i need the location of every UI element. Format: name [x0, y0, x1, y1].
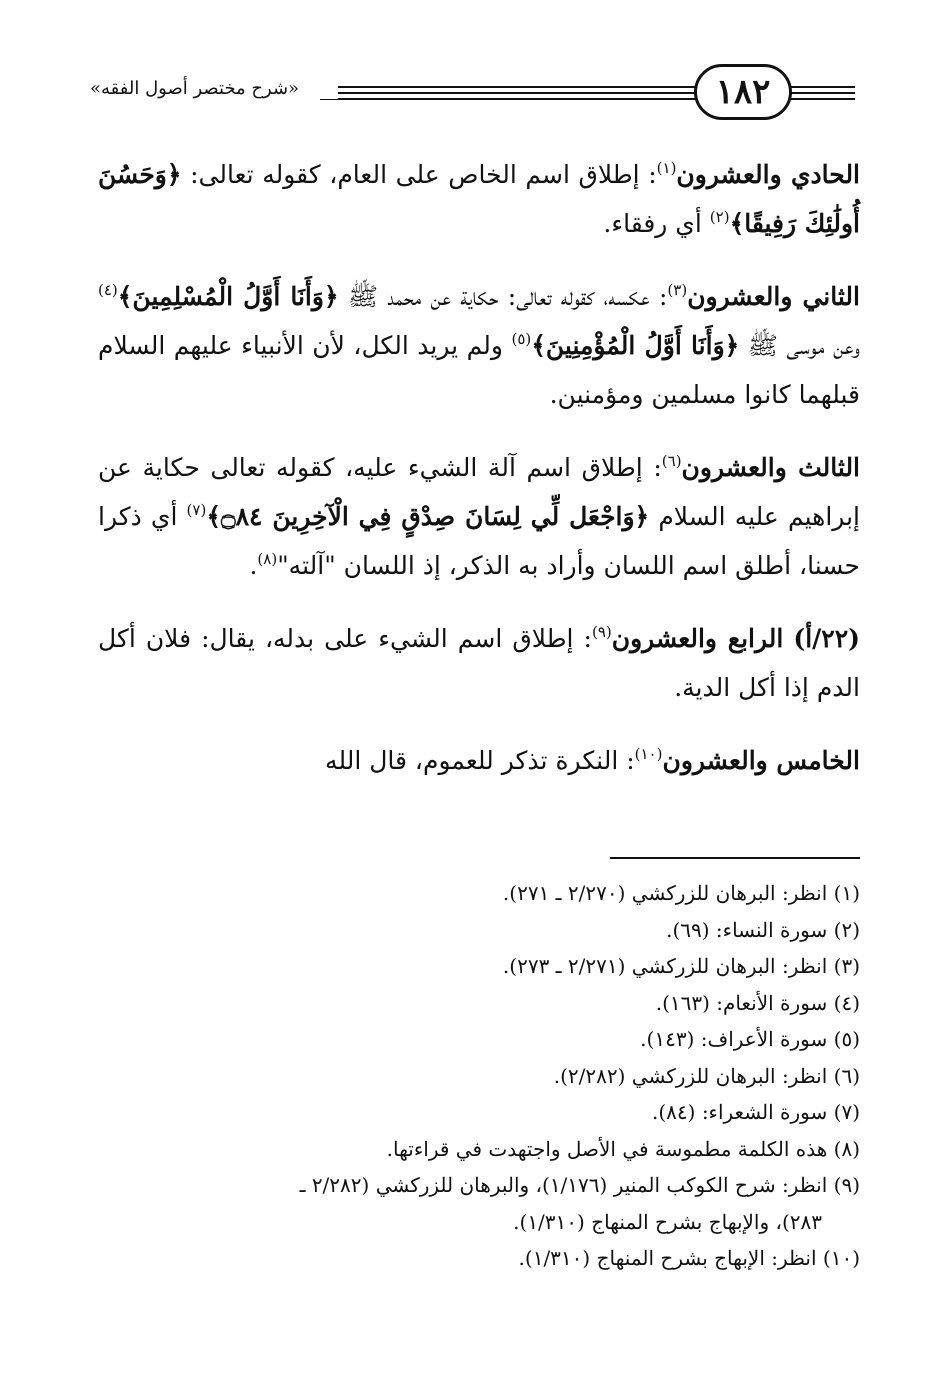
footnotes [98, 875, 860, 1277]
quran-verse: ﴿وَأَنَا أَوَّلُ الْمُؤْمِنِينَ﴾ [531, 331, 740, 360]
paragraph-25 [98, 736, 860, 785]
paragraph-text: : إطلاق اسم الشيء على بدله، يقال: فلان أكل الدم إذا أكل الدية. [98, 624, 860, 702]
paragraph-text: . [249, 551, 258, 580]
footnote-ref: (٨) [257, 550, 278, 568]
section-heading: الثاني والعشرون [687, 282, 860, 311]
footnote-ref: (٩) [591, 623, 612, 641]
footnote: (١) انظر: البرهان للزركشي (٢/٢٧٠ ـ ٢٧١). [502, 881, 860, 905]
footnote: (٩) انظر: شرح الكوكب المنير (١/١٧٦)، والبرهان للزركشي (٢/٢٨٢ ـ [299, 1173, 860, 1197]
quran-verse: ﴿وَحَسُنَ أُولَٰئِكَ رَفِيقًا﴾ [98, 160, 860, 238]
paragraph-23 [98, 443, 860, 590]
page-number: ١٨٢ [694, 64, 792, 120]
paragraph-text: : إطلاق اسم آلة الشيء عليه، كقوله تعالى حكاية عن إبراهيم عليه السلام [98, 453, 860, 531]
footnote-ref: (٢) [709, 208, 730, 226]
main-text [98, 150, 860, 809]
paragraph-text: : إطلاق اسم الخاص على العام، كقوله تعالى: [181, 160, 657, 189]
footnote: (٧) سورة الشعراء: (٨٤). [652, 1100, 860, 1124]
paragraph-text: : النكرة تذكر للعموم، قال الله [325, 746, 635, 775]
footnote-ref: (٦) [661, 452, 682, 470]
paragraph-21 [98, 150, 860, 248]
footnote-separator [610, 857, 860, 859]
paragraph-text: ولم يريد الكل، لأن الأنبياء عليهم السلام قبلهما كانوا مسلمين ومؤمنين. [98, 331, 860, 409]
footnote-ref: (٤) [98, 281, 118, 299]
footnote-ref: (٧) [186, 501, 207, 519]
footnote-continuation: ٢٨٣)، والإبهاج بشرح المنهاج (١/٣١٠). [513, 1209, 822, 1234]
footnote: (٦) انظر: البرهان للزركشي (٢/٢٨٢). [553, 1063, 860, 1088]
quran-verse: ﴿وَأَنَا أَوَّلُ الْمُسْلِمِينَ﴾ [117, 282, 339, 311]
page-header [90, 62, 855, 124]
footnote: (١٠) انظر: الإبهاج بشرح المنهاج (١/٣١٠). [518, 1246, 860, 1270]
footnote-ref: (١٠) [634, 745, 663, 763]
paragraph-text: أي ذكرا حسنا، أطلق اسم اللسان وأراد به الذكر، إذ اللسان "آلته" [98, 502, 860, 580]
paragraph-22 [98, 272, 860, 419]
quran-verse: ﴿وَاجْعَل لِّي لِسَانَ صِدْقٍ فِي الْآخِرِينَ ۝٨٤﴾ [206, 502, 650, 531]
paragraph-text: أي رفقاء. [603, 209, 710, 238]
book-title: «شرح مختصر أصول الفقه» [90, 78, 338, 99]
folio-marker: (٢٢/أ) [793, 624, 860, 653]
footnote-ref: (١) [656, 159, 677, 177]
section-heading: الثالث والعشرون [681, 453, 861, 482]
section-heading: الحادي والعشرون [676, 160, 861, 189]
footnote: (٢) سورة النساء: (٦٩). [666, 917, 860, 942]
paragraph-text: وعن موسى ﷺ [739, 331, 860, 360]
section-heading: الخامس والعشرون [662, 746, 860, 775]
footnote: (٤) سورة الأنعام: (١٦٣). [655, 990, 860, 1015]
section-heading: الرابع والعشرون [611, 624, 784, 653]
footnote: (٣) انظر: البرهان للزركشي (٢/٢٧١ ـ ٢٧٣). [502, 954, 860, 978]
footnote-ref: (٣) [667, 281, 688, 299]
footnote: (٥) سورة الأعراف: (١٤٣). [640, 1027, 860, 1051]
paragraph-24 [98, 614, 860, 712]
paragraph-text: : عكسه، كقوله تعالى: حكاية عن محمد ﷺ [338, 282, 668, 311]
footnote-ref: (٥) [511, 330, 532, 348]
footnote: (٨) هذه الكلمة مطموسة في الأصل واجتهدت في قراءتها. [386, 1136, 860, 1161]
